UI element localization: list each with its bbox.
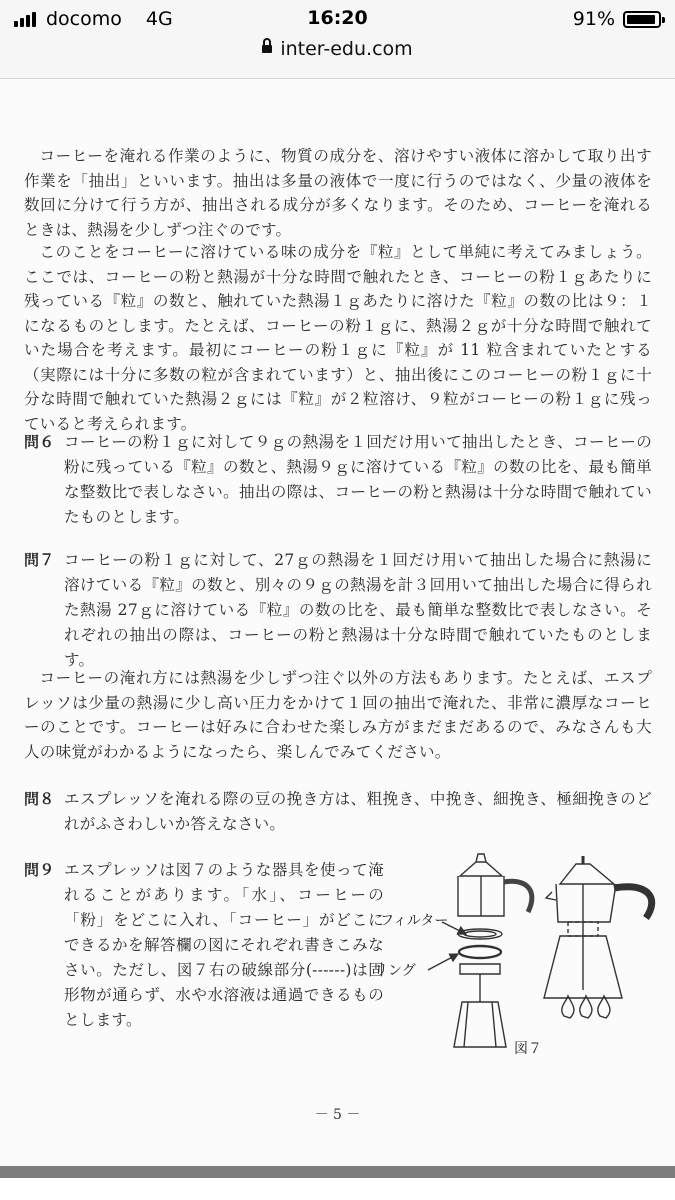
carrier-name: docomo bbox=[46, 8, 122, 30]
url-bar[interactable] bbox=[0, 38, 675, 60]
question-7 bbox=[24, 548, 652, 673]
question-text: エスプレッソは図７のような器具を使って淹れることがあります。「水」、コーヒーの「粉」をどこに入れ、「コーヒー」がどこにできるかを解答欄の図にそれぞれ書きこみなさい。ただし、図７右の破線部分(------)は固形物が通らず、水や水溶液は通過できるものとします。 bbox=[64, 861, 384, 1029]
upper-chamber-exploded bbox=[458, 854, 532, 916]
filter-label: フィルター bbox=[380, 913, 449, 929]
moka-pot-figure bbox=[388, 852, 668, 1062]
question-8 bbox=[24, 787, 652, 837]
funnel bbox=[460, 964, 500, 974]
question-number: 問７ bbox=[24, 551, 55, 569]
battery-icon bbox=[623, 11, 661, 28]
bottom-toolbar bbox=[0, 1166, 675, 1200]
network-type: 4G bbox=[145, 8, 173, 30]
ring-label: リング bbox=[374, 963, 416, 979]
question-text: コーヒーの粉１ｇに対して９ｇの熱湯を１回だけ用いて抽出したとき、コーヒーの粉に残っている『粒』の数と、熱湯９ｇに溶けている『粒』の数の比を、最も簡単な整数比で表しなさい。抽出の際は、コーヒーの粉と熱湯は十分な時間で触れていたものとします。 bbox=[64, 433, 652, 526]
question-6 bbox=[24, 430, 652, 530]
page-number: － 5 － bbox=[314, 1107, 361, 1123]
url-text: inter-edu.com bbox=[280, 38, 413, 60]
question-number: 問６ bbox=[24, 433, 55, 451]
espresso-paragraph: コーヒーの淹れ方には熱湯を少しずつ注ぐ以外の方法もあります。たとえば、エスプレッソは少量の熱湯に少し高い圧力をかけて１回の抽出で淹れた、非常に濃厚なコーヒーのことです。コーヒーは好みに合わせた楽しみ方がまだまだあるので、みなさんも大人の味覚がわかるようになったら、楽しんでみてください。 bbox=[24, 669, 652, 761]
question-number: 問８ bbox=[24, 790, 55, 808]
question-text: コーヒーの粉１ｇに対して、27ｇの熱湯を１回だけ用いて抽出した場合に熱湯に溶けている『粒』の数と、別々の９ｇの熱湯を計３回用いて抽出した場合に得られた熱湯 27ｇに溶けている『粒』の数の比を、最も簡単な整数比で表しなさい。それぞれの抽出の際は、コーヒーの粉と熱湯は十分な時間で触れていたものとします。 bbox=[64, 551, 652, 669]
particle-model-paragraph: このことをコーヒーに溶けている味の成分を『粒』として単純に考えてみましょう。ここでは、コーヒーの粉と熱湯が十分な時間で触れたとき、コーヒーの粉１ｇあたりに残っている『粒』の数と、触れていた熱湯１ｇあたりに溶けた『粒』の数の比は９：１になるものとします。たとえば、コーヒーの粉１ｇに、熱湯２ｇが十分な時間で触れていた場合を考えます。最初にコーヒーの粉１ｇに『粒』が 11 粒含まれていたとする（実際には十分に多数の粒が含まれています）と、抽出後にこのコーヒーの粉１ｇに十分な時間で触れていた熱湯２ｇには『粒』が２粒溶け、９粒がコーヒーの粉１ｇに残っていると考えられます。 bbox=[24, 243, 652, 433]
question-text: エスプレッソを淹れる際の豆の挽き方は、粗挽き、中挽き、細挽き、極細挽きのどれがふさわしいか答えなさい。 bbox=[64, 790, 652, 833]
lock-icon bbox=[262, 45, 272, 53]
intro-paragraph: コーヒーを淹れる作業のように、物質の成分を、溶けやすい液体に溶かして取り出す作業を「抽出」といいます。抽出は多量の液体で一度に行うのではなく、少量の液体を数回に分けて行う方が、抽出される成分が多くなります。そのため、コーヒーを淹れるときは、熱湯を少しずつ注ぐのです。 bbox=[24, 147, 652, 239]
battery-percent: 91% bbox=[572, 8, 615, 30]
battery-info bbox=[573, 8, 661, 30]
assembled-moka-pot bbox=[544, 856, 652, 1018]
question-number: 問９ bbox=[24, 861, 55, 879]
clock: 16:20 bbox=[307, 7, 368, 29]
figure-caption: 図７ bbox=[514, 1041, 542, 1057]
status-bar bbox=[0, 0, 675, 79]
ring bbox=[459, 946, 501, 958]
boiler-exploded bbox=[454, 1002, 506, 1047]
